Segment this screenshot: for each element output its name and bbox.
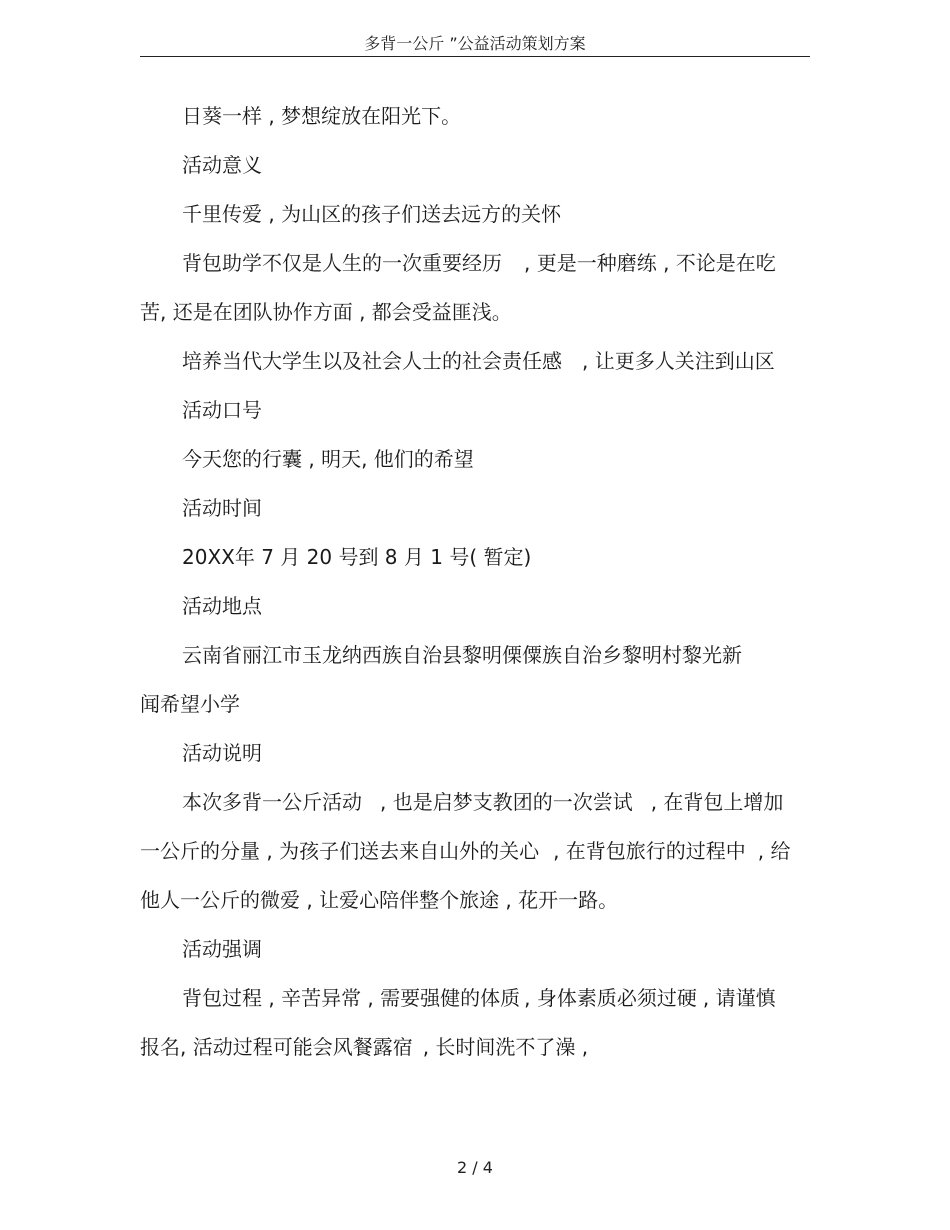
paragraph-line: 今天您的行囊 , 明天, 他们的希望	[182, 447, 474, 471]
text-segment: , 也是启梦支教团的一次尝试	[380, 790, 633, 814]
section-heading-location: 活动地点	[182, 594, 262, 618]
text-segment: , 更是一种磨练 , 不论是在吃	[524, 251, 776, 275]
paragraph-line	[140, 986, 810, 1010]
paragraph-line: 日葵一样 , 梦想绽放在阳光下。	[182, 104, 462, 128]
page-header-title: 多背一公斤 ”公益活动策划方案	[364, 34, 586, 53]
text-segment: 报名, 活动过程可能会风餐露宿	[140, 1035, 413, 1059]
document-body	[140, 104, 810, 1084]
paragraph-line: 他人一公斤的微爱 , 让爱心陪伴整个旅途 , 花开一路。	[140, 888, 619, 912]
section-heading-significance: 活动意义	[182, 153, 262, 177]
header-divider	[140, 56, 810, 57]
paragraph-line: 闻希望小学	[140, 692, 240, 716]
text-segment: 背包助学不仅是人生的一次重要经历	[182, 251, 502, 275]
section-heading-slogan: 活动口号	[182, 398, 262, 422]
paragraph-line: 苦, 还是在团队协作方面 , 都会受益匪浅。	[140, 300, 512, 324]
section-heading-description: 活动说明	[182, 741, 262, 765]
text-segment: 一公斤的分量 , 为孩子们送去来自山外的关心	[140, 839, 540, 863]
section-heading-emphasis: 活动强调	[182, 937, 262, 961]
paragraph-line: 云南省丽江市玉龙纳西族自治县黎明傈僳族自治乡黎明村黎光新	[182, 643, 742, 667]
text-segment: 本次多背一公斤活动	[182, 790, 362, 814]
paragraph-line: 20XX年 7 月 20 号到 8 月 1 号( 暂定)	[182, 545, 532, 569]
text-segment: , 在背包旅行的过程中	[553, 839, 746, 863]
text-segment: , 身体素质必须过硬	[524, 986, 697, 1010]
paragraph-line: 千里传爱 , 为山区的孩子们送去远方的关怀	[182, 202, 562, 226]
text-segment: , 长时间洗不了澡 ,	[422, 1035, 589, 1059]
paragraph-line	[140, 790, 810, 814]
page-number: 2 / 4	[457, 1158, 493, 1177]
text-segment: , 请谨慎	[702, 986, 776, 1010]
text-segment: 背包过程 , 辛苦异常 , 需要强健的体质	[182, 986, 521, 1010]
section-heading-time: 活动时间	[182, 496, 262, 520]
paragraph-line	[140, 1035, 810, 1059]
paragraph-line	[140, 839, 810, 863]
text-segment: , 给	[757, 839, 791, 863]
paragraph-line	[140, 349, 810, 373]
paragraph-line	[140, 251, 810, 275]
text-segment: 培养当代大学生以及社会人士的社会责任感	[182, 349, 562, 373]
text-segment: , 在背包上增加	[650, 790, 784, 814]
text-segment: , 让更多人关注到山区	[582, 349, 775, 373]
